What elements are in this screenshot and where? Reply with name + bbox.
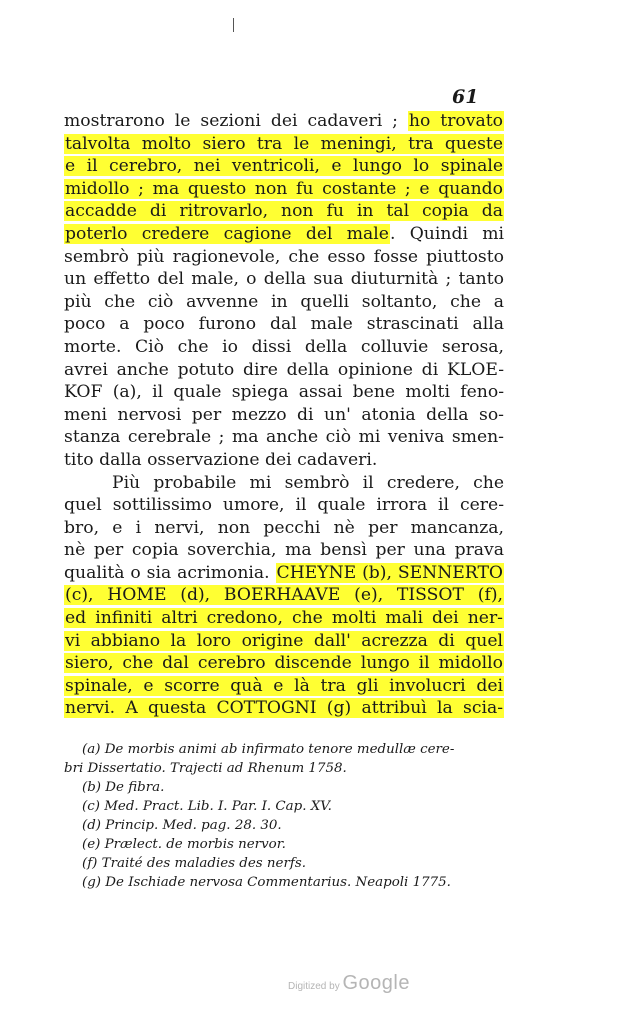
highlighted-text: ed infiniti altri credono, che molti mali dei ner- [65,608,503,629]
text-segment: poco a poco furono dal male strascinati alla [64,314,504,335]
watermark-prefix: Digitized by [288,981,340,992]
text-line [64,517,504,540]
text-line [64,584,504,607]
highlighted-text: nervi. A questa COTTOGNI (g) attribuì la scia- [65,698,503,719]
footnote: (a) De morbis animi ab infirmato tenore medullæ cere- [82,742,455,757]
text-line [64,200,504,223]
text-segment: Più probabile mi sembrò il credere, che [112,472,504,493]
page-number: 61 [452,86,479,108]
text-line [64,630,504,653]
text-line [64,291,504,314]
highlighted-text: siero, che dal cerebro discende lungo il midollo [65,653,503,674]
footnote: (g) De Ischiade nervosa Commentarius. Neapoli 1775. [82,875,451,890]
scan-speck [233,18,234,32]
highlighted-text: ho trovato [408,111,503,131]
text-line [64,381,504,404]
text-line [64,223,504,246]
text-line [64,133,504,156]
text-segment: stanza cerebrale ; ma anche ciò mi veniva smen- [64,427,504,448]
text-segment: mostrarono le sezioni dei cadaveri ; [64,111,408,131]
text-segment: morte. Ciò che io dissi della colluvie serosa, [64,336,504,357]
text-segment: nè per copia soverchia, ma bensì per una prava [64,540,504,561]
text-segment: qualità o sia acrimonia. [64,562,276,583]
highlighted-text: vi abbiano la loro origine dall' acrezza di quel [65,630,503,651]
text-segment: bro, e i nervi, non pecchi nè per mancanza, [64,517,504,538]
footnote: (e) Prælect. de morbis nervor. [82,837,286,852]
text-line [64,359,504,382]
body-text [64,110,504,720]
text-line [64,426,504,449]
text-line [64,246,504,269]
highlighted-text: accadde di ritrovarlo, non fu in tal copia da [65,201,503,222]
text-line [64,675,504,698]
text-segment: avrei anche potuto dire della opinione di KLOE- [64,359,504,380]
text-line [64,472,504,495]
highlighted-text: (c), HOME (d), BOERHAAVE (e), TISSOT (f), [65,585,503,606]
text-segment: sembrò più ragionevole, che esso fosse piuttosto [64,246,504,267]
footnotes [64,740,512,892]
text-segment: KOF (a), il quale spiega assai bene molti feno- [64,382,504,403]
text-line [64,268,504,291]
text-line [64,539,504,562]
digitized-watermark [288,972,410,995]
text-line [64,449,504,472]
text-line [64,697,504,720]
text-segment: più che ciò avvenne in quelli soltanto, che a [64,291,504,312]
highlighted-text: e il cerebro, nei ventricoli, e lungo lo spinale [65,156,503,177]
text-segment: tito dalla osservazione dei cadaveri. [64,449,378,470]
text-line [64,404,504,427]
text-line [64,607,504,630]
text-line [64,562,504,585]
text-line [64,155,504,178]
text-segment: . Quindi mi [389,223,504,244]
text-segment: un effetto del male, o della sua diuturnità ; tanto [64,269,504,290]
text-line [64,494,504,517]
highlighted-text: talvolta molto siero tra le meningi, tra queste [65,133,503,154]
watermark-brand: Google [342,972,410,994]
footnote: (b) De fibra. [82,780,165,795]
footnote: (f) Traité des maladies des nerfs. [82,856,306,871]
text-segment: quel sottilissimo umore, il quale irrora il cere- [64,495,504,516]
highlighted-text: CHEYNE (b), SENNERTO [276,562,504,583]
footnote: (d) Princip. Med. pag. 28. 30. [82,818,282,833]
text-line [64,313,504,336]
highlighted-text: poterlo credere cagione del male [65,223,389,244]
text-segment: meni nervosi per mezzo di un' atonia della so- [64,404,504,425]
text-line [64,652,504,675]
text-line [64,336,504,359]
text-line [64,178,504,201]
highlighted-text: midollo ; ma questo non fu costante ; e quando [65,178,503,199]
text-line [64,110,504,133]
highlighted-text: spinale, e scorre quà e là tra gli involucri dei [65,675,503,696]
footnote: bri Dissertatio. Trajecti ad Rhenum 1758. [64,761,347,776]
footnote: (c) Med. Pract. Lib. I. Par. I. Cap. XV. [82,799,332,814]
